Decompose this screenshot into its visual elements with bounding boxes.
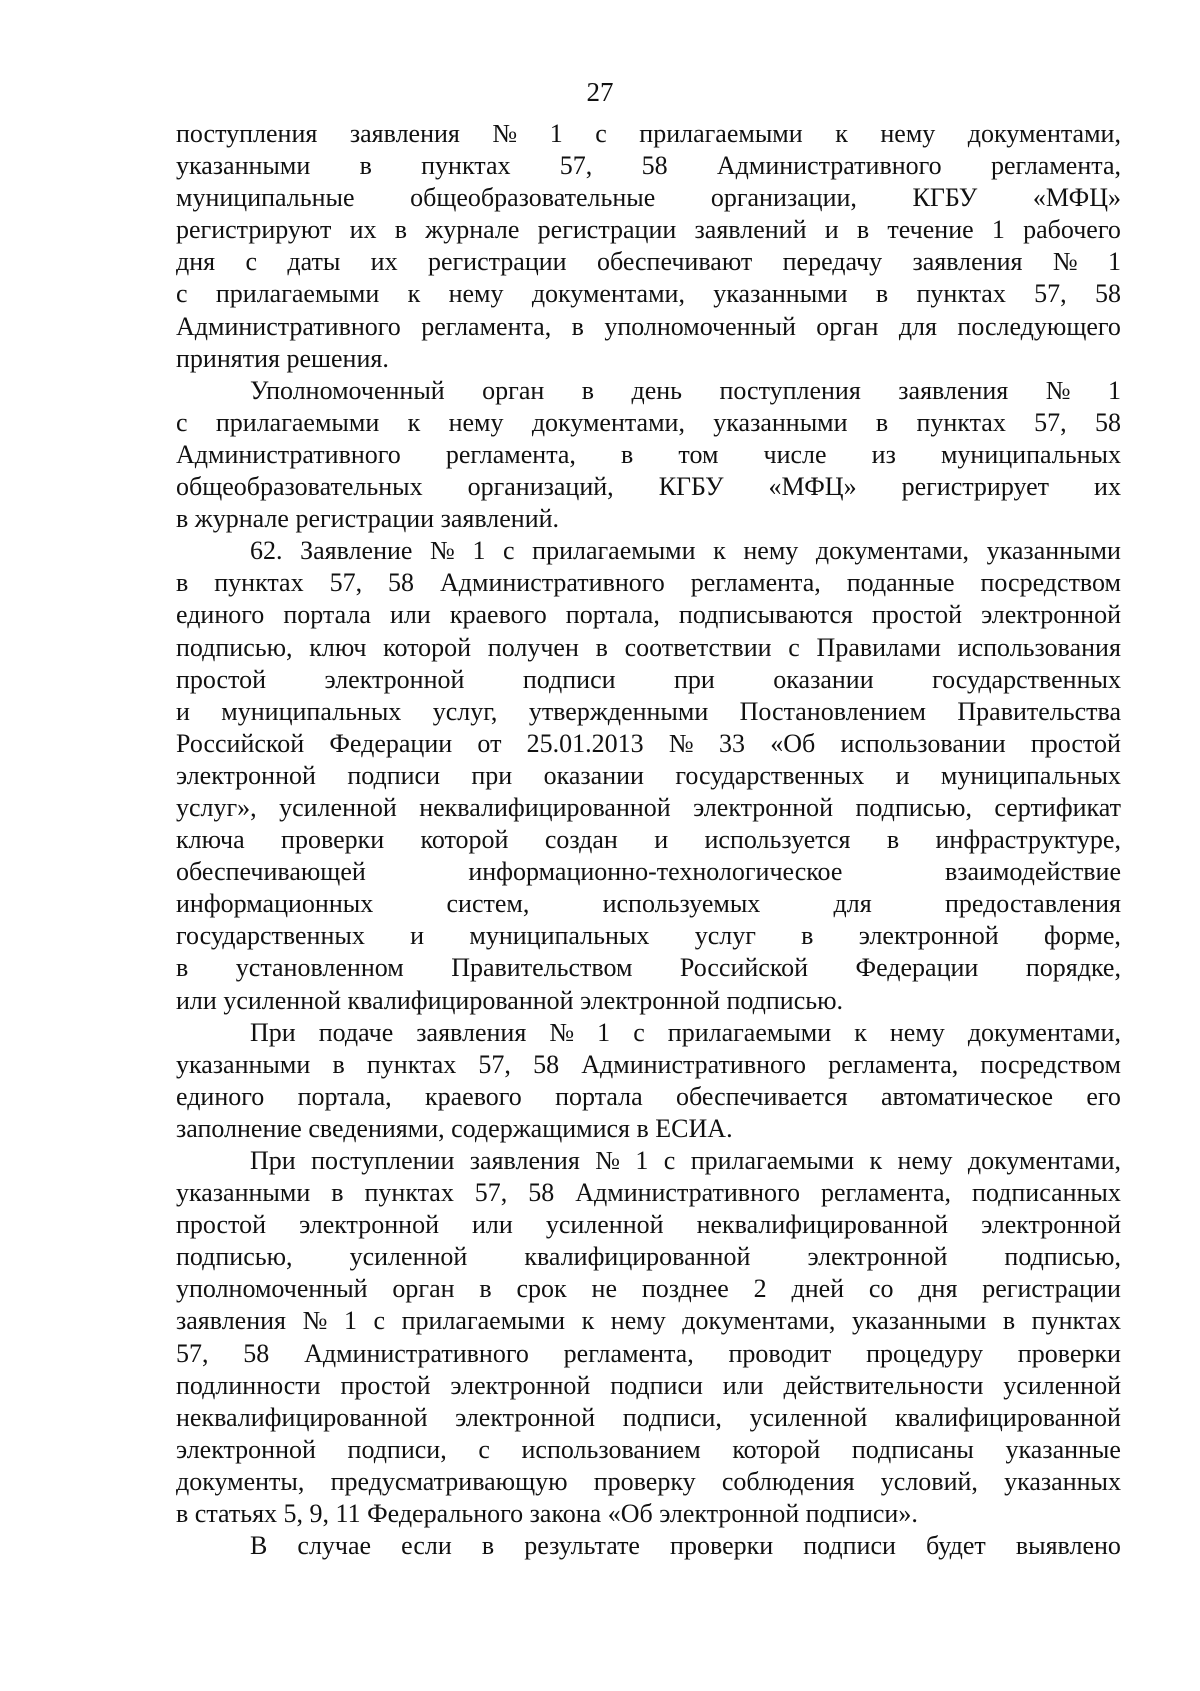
text-line: общеобразовательных организаций, КГБУ «МФЦ» регистрирует их	[176, 472, 1121, 502]
text-line: обеспечивающей информационно-технологическое взаимодействие	[176, 857, 1121, 887]
text-line: единого портала, краевого портала обеспечивается автоматическое его	[176, 1081, 1121, 1111]
text-line: При подаче заявления № 1 с прилагаемыми к нему документами,	[250, 1017, 1121, 1047]
text-line: Российской Федерации от 25.01.2013 № 33 «Об использовании простой	[176, 728, 1121, 758]
text-line: 62. Заявление № 1 с прилагаемыми к нему документами, указанными	[250, 536, 1121, 566]
text-line: указанными в пунктах 57, 58 Административного регламента, посредством	[176, 1049, 1121, 1079]
text-line: простой электронной или усиленной неквалифицированной электронной	[176, 1210, 1121, 1240]
paragraph	[176, 1530, 1121, 1562]
text-line: поступления заявления № 1 с прилагаемыми к нему документами,	[176, 119, 1121, 148]
text-line: регистрируют их в журнале регистрации заявлений и в течение 1 рабочего	[176, 215, 1121, 245]
text-line: Уполномоченный орган в день поступления заявления № 1	[250, 375, 1121, 405]
text-line: заполнение сведениями, содержащимися в ЕСИА.	[176, 1113, 733, 1143]
paragraph	[176, 375, 1121, 535]
text-line: документы, предусматривающую проверку соблюдения условий, указанных	[176, 1466, 1121, 1496]
text-line: простой электронной подписи при оказании государственных	[176, 664, 1121, 694]
text-line: Административного регламента, в уполномоченный орган для последующего	[176, 311, 1121, 341]
text-line: информационных систем, используемых для предоставления	[176, 889, 1121, 919]
paragraph	[176, 118, 1121, 375]
text-line: подписью, усиленной квалифицированной электронной подписью,	[176, 1242, 1121, 1272]
text-line: в статьях 5, 9, 11 Федерального закона «Об электронной подписи».	[176, 1499, 918, 1529]
text-line: 57, 58 Административного регламента, проводит процедуру проверки	[176, 1338, 1121, 1368]
text-line: в пунктах 57, 58 Административного регламента, поданные посредством	[176, 568, 1121, 598]
text-line: подписью, ключ которой получен в соответствии с Правилами использования	[176, 632, 1121, 662]
text-line: дня с даты их регистрации обеспечивают передачу заявления № 1	[176, 247, 1121, 277]
text-line: с прилагаемыми к нему документами, указанными в пунктах 57, 58	[176, 407, 1121, 437]
document-body	[176, 118, 1121, 1562]
text-line: единого портала или краевого портала, подписываются простой электронной	[176, 600, 1121, 630]
paragraph	[176, 1017, 1121, 1145]
text-line: или усиленной квалифицированной электронной подписью.	[176, 985, 844, 1015]
paragraph	[176, 535, 1121, 1016]
text-line: указанными в пунктах 57, 58 Административного регламента,	[176, 151, 1121, 181]
text-line: Административного регламента, в том числе из муниципальных	[176, 439, 1121, 469]
text-line: государственных и муниципальных услуг в электронной форме,	[176, 921, 1121, 951]
text-line: указанными в пунктах 57, 58 Административного регламента, подписанных	[176, 1178, 1121, 1208]
text-line: подлинности простой электронной подписи или действительности усиленной	[176, 1370, 1121, 1400]
text-line: электронной подписи при оказании государственных и муниципальных	[176, 760, 1121, 790]
text-line: ключа проверки которой создан и используется в инфраструктуре,	[176, 825, 1121, 855]
text-line: в журнале регистрации заявлений.	[176, 504, 560, 534]
text-line: В случае если в результате проверки подписи будет выявлено	[250, 1531, 1121, 1561]
page-number: 27	[586, 77, 614, 107]
text-line: неквалифицированной электронной подписи, усиленной квалифицированной	[176, 1402, 1121, 1432]
text-line: услуг», усиленной неквалифицированной электронной подписью, сертификат	[176, 792, 1121, 822]
text-line: муниципальные общеобразовательные организации, КГБУ «МФЦ»	[176, 183, 1121, 213]
paragraph	[176, 1145, 1121, 1530]
text-line: в установленном Правительством Российской Федерации порядке,	[176, 953, 1121, 983]
text-line: электронной подписи, с использованием которой подписаны указанные	[176, 1434, 1121, 1464]
text-line: принятия решения.	[176, 343, 389, 373]
text-line: с прилагаемыми к нему документами, указанными в пунктах 57, 58	[176, 279, 1121, 309]
text-line: уполномоченный орган в срок не позднее 2 дней со дня регистрации	[176, 1274, 1121, 1304]
text-line: заявления № 1 с прилагаемыми к нему документами, указанными в пунктах	[176, 1306, 1121, 1336]
text-line: При поступлении заявления № 1 с прилагаемыми к нему документами,	[250, 1146, 1121, 1175]
text-line: и муниципальных услуг, утвержденными Постановлением Правительства	[176, 696, 1121, 726]
